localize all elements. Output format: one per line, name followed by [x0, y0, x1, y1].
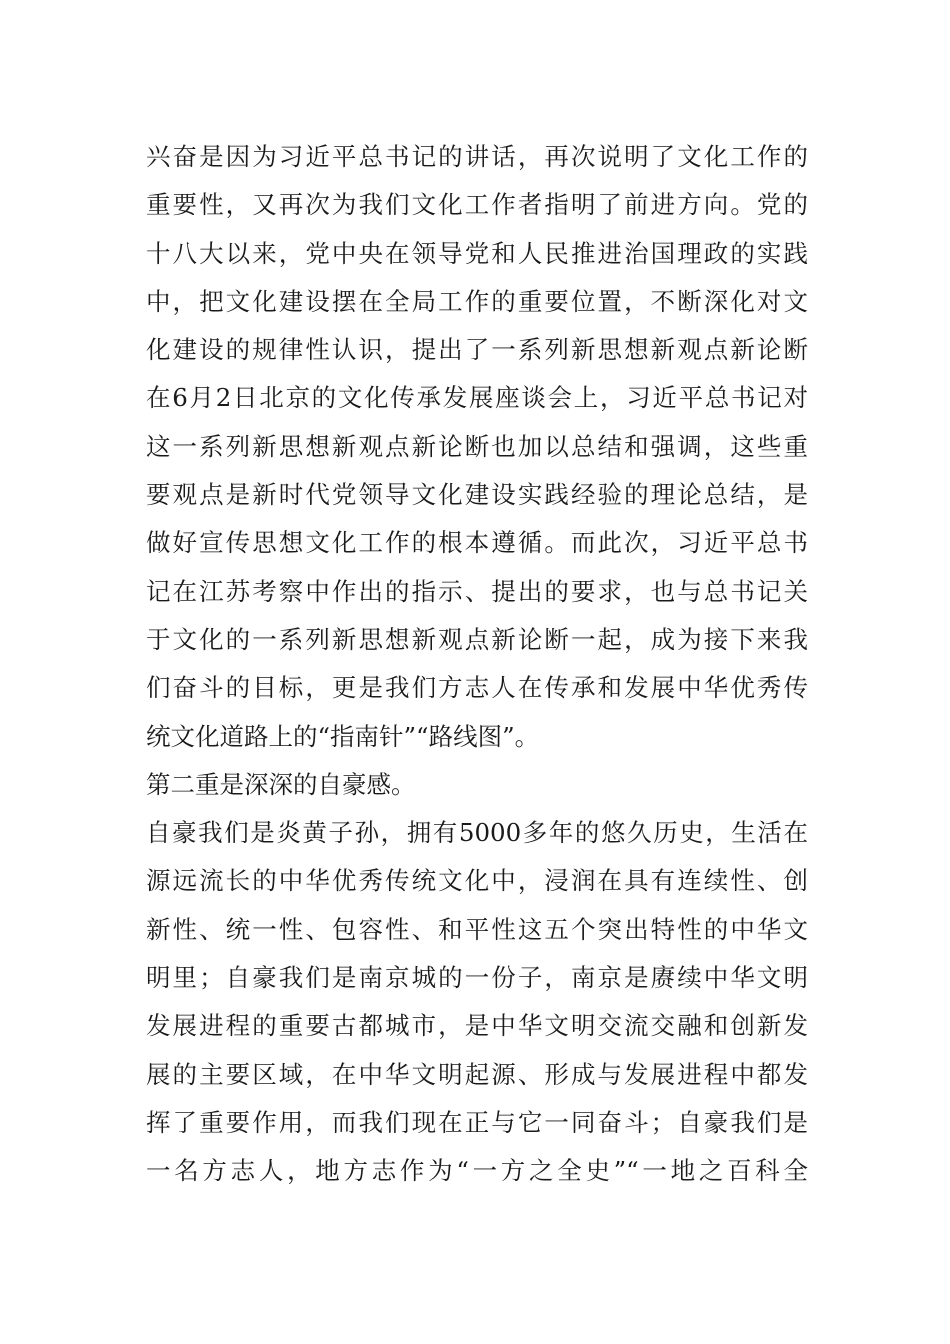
text-line: 们奋斗的目标，更是我们方志人在传承和发展中华优秀传 [146, 673, 808, 703]
text-line: 要观点是新时代党领导文化建设实践经验的理论总结，是 [146, 480, 808, 510]
text-line: 做好宣传思想文化工作的根本遵循。而此次，习近平总书 [146, 528, 808, 558]
text-line: 发展进程的重要古都城市，是中华文明交流交融和创新发 [146, 1011, 808, 1041]
section-heading-line: 第二重是深深的自豪感。 [146, 769, 416, 799]
text-line: 自豪我们是炎黄子孙，拥有5000多年的悠久历史，生活在 [146, 818, 808, 848]
text-line: 这一系列新思想新观点新论断也加以总结和强调，这些重 [146, 431, 808, 461]
text-line: 统文化道路上的“指南针”“路线图”。 [146, 721, 540, 751]
text-line: 重要性，又再次为我们文化工作者指明了前进方向。党的 [146, 190, 808, 220]
text-line: 中，把文化建设摆在全局工作的重要位置，不断深化对文 [146, 286, 808, 316]
body-text [146, 133, 808, 1196]
text-line: 兴奋是因为习近平总书记的讲话，再次说明了文化工作的 [146, 142, 808, 171]
text-line: 在6月2日北京的文化传承发展座谈会上，习近平总书记对 [146, 383, 808, 413]
text-line: 十八大以来，党中央在领导党和人民推进治国理政的实践 [146, 238, 808, 268]
text-line: 展的主要区域，在中华文明起源、形成与发展进程中都发 [146, 1059, 808, 1089]
text-line: 明里；自豪我们是南京城的一份子，南京是赓续中华文明 [146, 963, 808, 993]
text-line: 新性、统一性、包容性、和平性这五个突出特性的中华文 [146, 914, 808, 944]
text-line: 化建设的规律性认识，提出了一系列新思想新观点新论断 [146, 335, 808, 365]
text-line: 挥了重要作用，而我们现在正与它一同奋斗；自豪我们是 [146, 1107, 808, 1137]
text-line: 记在江苏考察中作出的指示、提出的要求，也与总书记关 [146, 576, 808, 606]
text-line: 于文化的一系列新思想新观点新论断一起，成为接下来我 [146, 624, 808, 654]
text-line: 一名方志人，地方志作为“一方之全史”“一地之百科全 [146, 1156, 808, 1186]
text-line: 源远流长的中华优秀传统文化中，浸润在具有连续性、创 [146, 866, 808, 896]
